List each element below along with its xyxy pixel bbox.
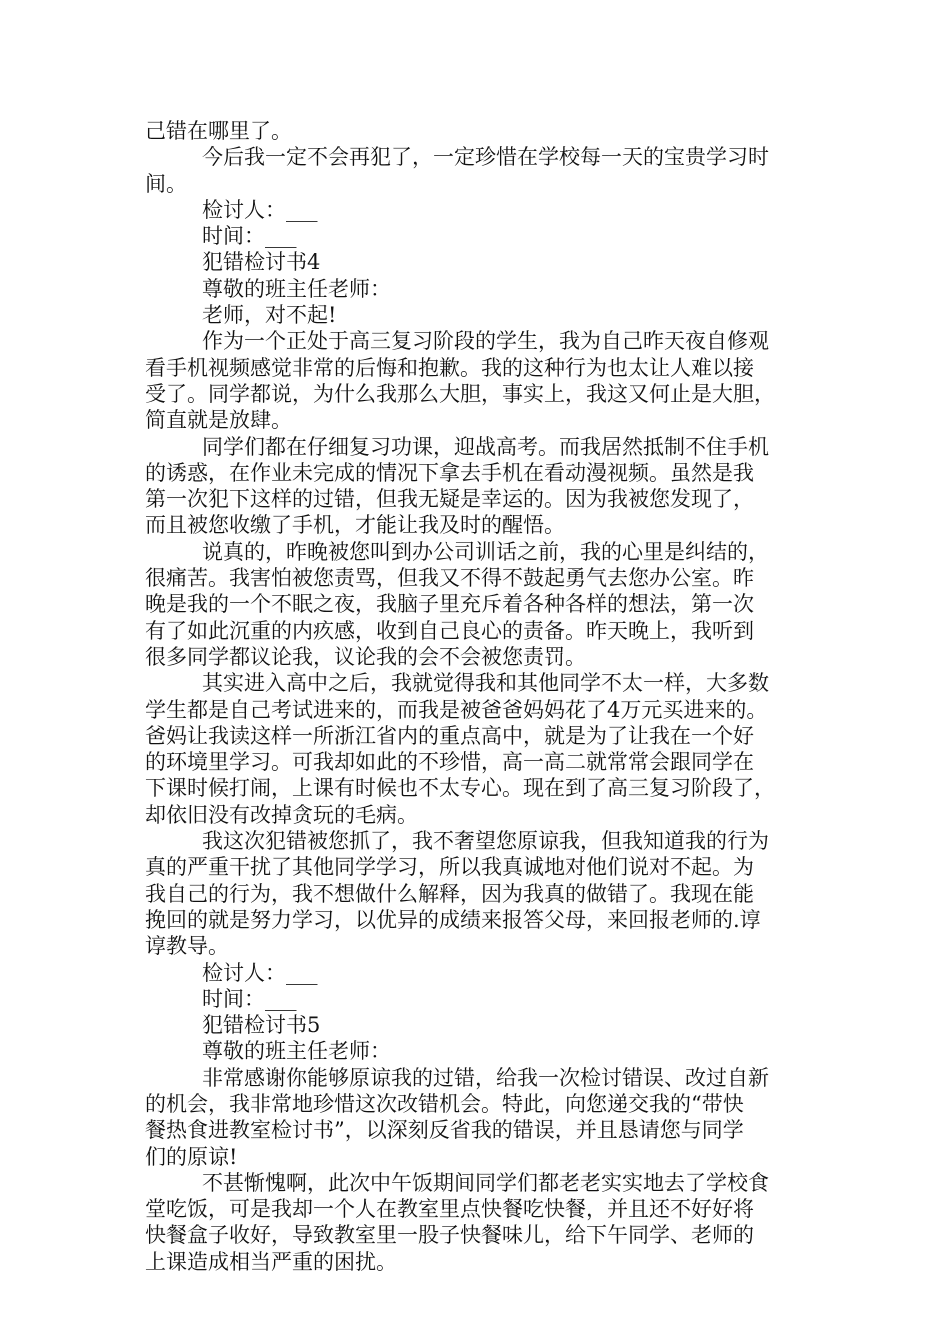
text-line: 时间：___ <box>202 986 297 1011</box>
text-line: 爸妈让我读这样一所浙江省内的重点高中，就是为了让我在一个好 <box>145 723 754 748</box>
text-line: 尊敬的班主任老师： <box>202 1039 391 1064</box>
text-line: 今后我一定不会再犯了，一定珍惜在学校每一天的宝贵学习时 <box>202 145 769 170</box>
text-line: 真的严重干扰了其他同学学习，所以我真诚地对他们说对不起。为 <box>145 855 754 880</box>
text-line: 不甚惭愧啊，此次中午饭期间同学们都老老实实地去了学校食 <box>202 1170 769 1195</box>
text-line: 下课时候打闹，上课有时候也不太专心。现在到了高三复习阶段了， <box>145 776 775 801</box>
text-line: 其实进入高中之后，我就觉得我和其他同学不太一样，大多数 <box>202 671 769 696</box>
text-line: 看手机视频感觉非常的后悔和抱歉。我的这种行为也太让人难以接 <box>145 355 754 380</box>
text-line: 学生都是自己考试进来的，而我是被爸爸妈妈花了4万元买进来的。 <box>145 697 768 722</box>
text-line: 的环境里学习。可我却如此的不珍惜，高一高二就常常会跟同学在 <box>145 750 754 775</box>
text-line: 犯错检讨书5 <box>202 1013 321 1038</box>
text-line: 快餐盒子收好，导致教室里一股子快餐味儿，给下午同学、老师的 <box>145 1223 754 1248</box>
text-line: 上课造成相当严重的困扰。 <box>145 1249 397 1274</box>
text-line: 非常感谢你能够原谅我的过错，给我一次检讨错误、改过自新 <box>202 1065 769 1090</box>
text-line: 第一次犯下这样的过错，但我无疑是幸运的。因为我被您发现了， <box>145 487 754 512</box>
text-line: 简直就是放肆。 <box>145 408 292 433</box>
text-line: 检讨人：___ <box>202 197 318 222</box>
text-line: 己错在哪里了。 <box>145 119 292 143</box>
text-line: 受了。同学都说，为什么我那么大胆，事实上，我这又何止是大胆， <box>145 381 775 406</box>
text-line: 谆教导。 <box>145 934 229 959</box>
text-line: 而且被您收缴了手机，才能让我及时的醒悟。 <box>145 513 565 538</box>
text-line: 间。 <box>145 171 187 196</box>
text-line: 们的原谅! <box>145 1144 238 1169</box>
text-line: 餐热食进教室检讨书”，以深刻反省我的错误，并且恳请您与同学 <box>145 1118 744 1143</box>
text-line: 说真的，昨晚被您叫到办公司训话之前，我的心里是纠结的， <box>202 539 769 564</box>
text-line: 检讨人：___ <box>202 960 318 985</box>
text-line: 挽回的就是努力学习，以优异的成绩来报答父母，来回报老师的.谆 <box>145 907 761 932</box>
text-line: 有了如此沉重的内疚感，收到自己良心的责备。昨天晚上，我听到 <box>145 618 754 643</box>
text-line: 犯错检讨书4 <box>202 250 321 275</box>
text-line: 晚是我的一个不眠之夜，我脑子里充斥着各种各样的想法，第一次 <box>145 592 754 617</box>
text-line: 作为一个正处于高三复习阶段的学生，我为自己昨天夜自修观 <box>202 329 769 354</box>
text-line: 的机会，我非常地珍惜这次改错机会。特此，向您递交我的“带快 <box>145 1091 744 1116</box>
text-line: 很多同学都议论我，议论我的会不会被您责罚。 <box>145 644 586 669</box>
text-line: 老师，对不起! <box>202 303 337 328</box>
document-body <box>145 118 815 1275</box>
text-line: 时间：___ <box>202 224 297 249</box>
text-line: 很痛苦。我害怕被您责骂，但我又不得不鼓起勇气去您办公室。昨 <box>145 566 754 591</box>
text-line: 的诱惑，在作业未完成的情况下拿去手机在看动漫视频。虽然是我 <box>145 460 754 485</box>
text-line: 同学们都在仔细复习功课，迎战高考。而我居然抵制不住手机 <box>202 434 769 459</box>
text-line: 我自己的行为，我不想做什么解释，因为我真的做错了。我现在能 <box>145 881 754 906</box>
text-line: 堂吃饭，可是我却一个人在教室里点快餐吃快餐，并且还不好好将 <box>145 1197 754 1222</box>
text-line: 尊敬的班主任老师： <box>202 276 391 301</box>
text-line: 我这次犯错被您抓了，我不奢望您原谅我，但我知道我的行为 <box>202 829 769 854</box>
text-line: 却依旧没有改掉贪玩的毛病。 <box>145 802 418 827</box>
